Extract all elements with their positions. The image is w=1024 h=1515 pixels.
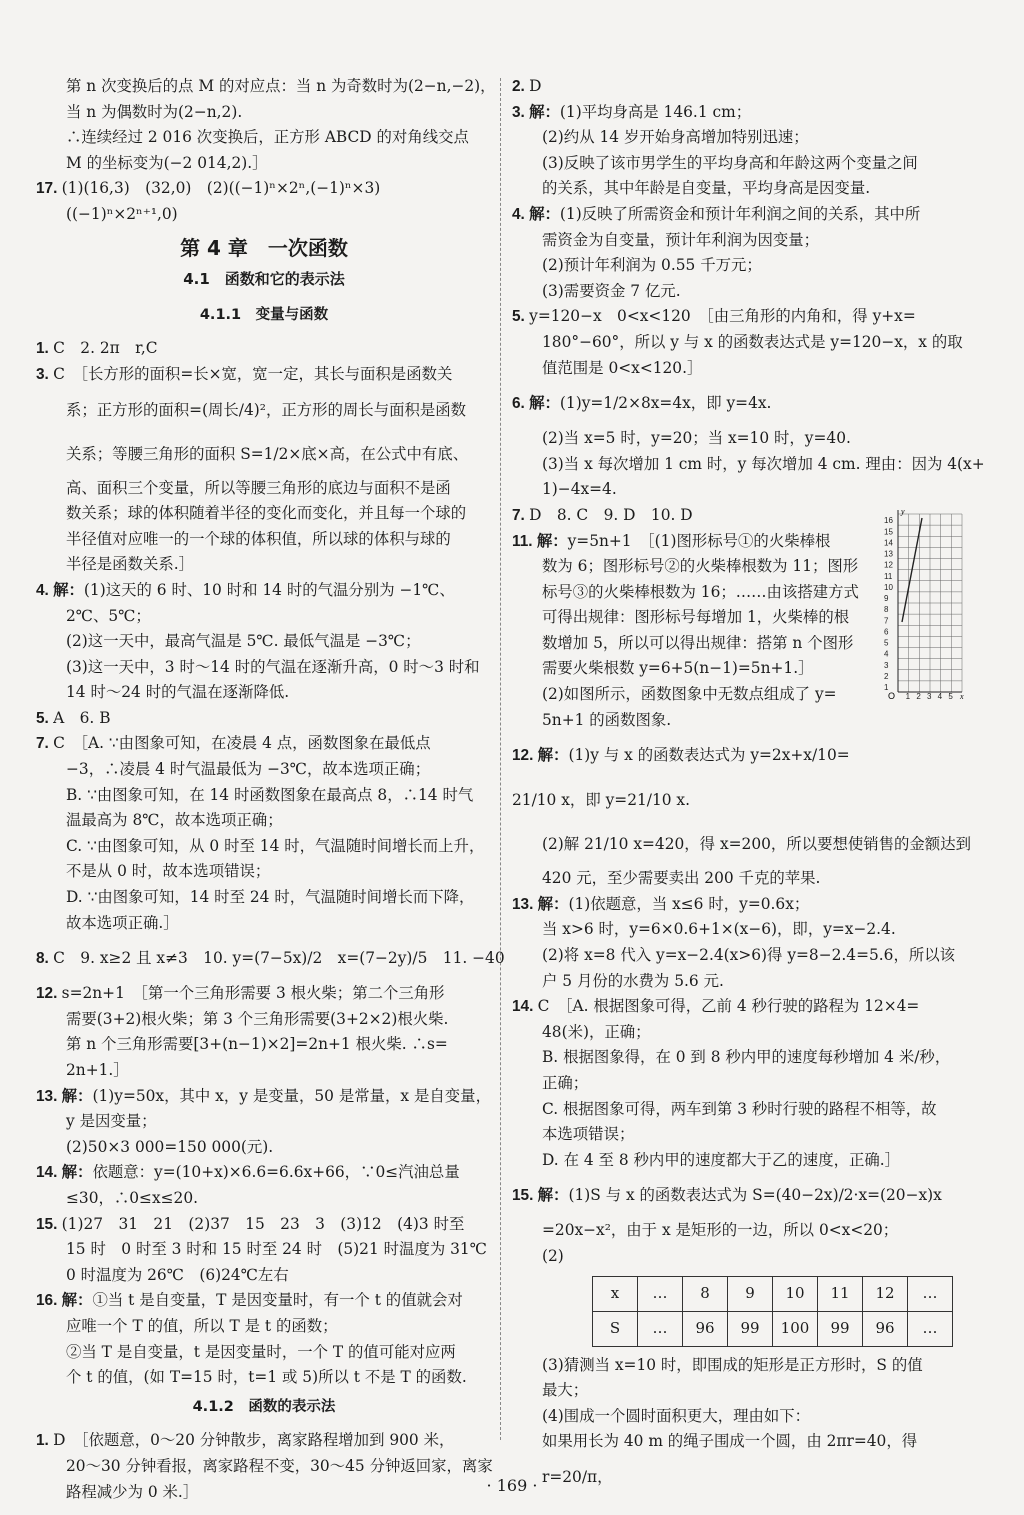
text-line: (2)预计年利润为 0.55 千万元； xyxy=(542,256,762,275)
left-column xyxy=(36,74,505,1505)
subsection-title: 4.1.2 函数的表示法 xyxy=(192,1398,336,1415)
y-tick-label: 11 xyxy=(884,571,893,581)
y-tick-label: 7 xyxy=(884,616,889,626)
table-cell: 8 xyxy=(683,1276,728,1311)
answer-1-2: 1. C 2. 2π r,C xyxy=(36,339,158,358)
text-line: (3)当 x 每次增加 1 cm 时，y 每次增加 4 cm. 理由：因为 4(x+ xyxy=(542,454,985,473)
table-cell: … xyxy=(908,1276,953,1311)
answer-13: 13. 解：(1)依题意，当 x≤6 时，y=0.6x； xyxy=(512,894,810,913)
text-line: B. ∵由图象可知，在 14 时函数图象在最高点 8，∴14 时气 xyxy=(66,785,474,804)
table-cell: 99 xyxy=(728,1311,773,1346)
answer-5: 5. y=120−x 0<x<120 ［由三角形的内角和，得 y+x= xyxy=(512,307,916,326)
y-tick-label: 1 xyxy=(884,683,889,692)
table-cell: 9 xyxy=(728,1276,773,1311)
y-axis-label: y xyxy=(901,507,905,516)
x-tick-label: 5 xyxy=(948,692,953,700)
y-tick-label: 9 xyxy=(884,594,889,603)
answer-15: 15. 解：(1)S 与 x 的函数表达式为 S=(40−2x)/2·x=(20−x)x xyxy=(512,1186,942,1205)
table-row xyxy=(593,1311,953,1346)
x-tick-label: 1 xyxy=(905,692,911,700)
y-tick-label: 4 xyxy=(884,649,889,659)
table-cell: 11 xyxy=(818,1276,863,1311)
text-line: 系；正方形的面积=(周长/4)²，正方形的周长与面积是函数 xyxy=(66,400,467,419)
text-line: 可得出规律：图形标号每增加 1，火柴棒的根 xyxy=(542,608,850,627)
answer-1: 1. D ［依题意，0～20 分钟散步，离家路程增加到 900 米， xyxy=(36,1431,455,1450)
y-tick-label: 15 xyxy=(884,527,893,537)
y-tick-label: 3 xyxy=(884,660,889,670)
text-line: 关系；等腰三角形的面积 S=1/2×底×高，在公式中有底、 xyxy=(66,444,469,463)
table-cell: … xyxy=(638,1276,683,1311)
y-tick-label: 12 xyxy=(884,560,893,570)
text-line: 数增加 5，所以可以得出规律：搭第 n 个图形 xyxy=(542,633,854,652)
y-tick-label: 14 xyxy=(884,538,893,548)
table-cell: … xyxy=(638,1311,683,1346)
x-tick-label: 4 xyxy=(937,692,943,700)
text-line: ∴连续经过 2 016 次变换后，正方形 ABCD 的对角线交点 xyxy=(66,128,469,147)
text-line: 标号③的火柴棒根数为 16；……由该搭建方式 xyxy=(542,582,859,601)
text-line: (3)这一天中，3 时～14 时的气温在逐渐升高，0 时～3 时和 xyxy=(66,657,480,676)
x-axis-label: x xyxy=(960,692,964,700)
text-line: 需要(3+2)根火柴；第 3 个三角形需要(3+2×2)根火柴. xyxy=(66,1009,449,1028)
answer-15: 15. (1)27 31 21 (2)37 15 23 3 (3)12 (4)3 时至 xyxy=(36,1214,465,1233)
text-line: r=20/π， xyxy=(542,1467,613,1486)
answer-3: 3. C ［长方形的面积=长×宽，宽一定，其长与面积是函数关 xyxy=(36,364,453,383)
text-line: ≤30，∴0≤x≤20. xyxy=(66,1188,199,1207)
text-line: (2)约从 14 岁开始身高增加特别迅速； xyxy=(542,128,809,147)
answer-12: 12. s=2n+1 ［第一个三角形需要 3 根火柴；第二个三角形 xyxy=(36,984,445,1003)
answer-12: 12. 解：(1)y 与 x 的函数表达式为 y=2x+x/10= xyxy=(512,746,850,765)
text-line: 数为 6；图形标号②的火柴棒根数为 11；图形 xyxy=(542,557,859,576)
subsection-title: 4.1.1 变量与函数 xyxy=(199,306,329,323)
answer-4: 4. 解：(1)反映了所需资金和预计年利润之间的关系，其中所 xyxy=(512,204,921,223)
text-line: ((−1)ⁿ×2ⁿ⁺¹,0) xyxy=(66,204,178,223)
text-line: −3，∴凌晨 4 时气温最低为 −3℃，故本选项正确； xyxy=(66,760,431,779)
y-tick-label: 13 xyxy=(884,549,893,559)
column-divider xyxy=(500,78,501,1440)
text-line: 应唯一个 T 的值，所以 T 是 t 的函数； xyxy=(66,1316,338,1335)
text-line: 温最高为 8℃，故本选项正确； xyxy=(66,811,283,830)
text-line: (3)猜测当 x=10 时，即围成的矩形是正方形时，S 的值 xyxy=(542,1355,923,1374)
text-line: 第 n 次变换后的点 M 的对应点：当 n 为奇数时为(2−n,−2)， xyxy=(66,77,496,95)
text-line: 需资金为自变量，预计年利润为因变量； xyxy=(542,230,820,249)
answer-3: 3. 解：(1)平均身高是 146.1 cm； xyxy=(512,102,752,121)
y-tick-label: 5 xyxy=(884,638,889,648)
text-line: 21/10 x，即 y=21/10 x. xyxy=(512,791,691,810)
origin-label: O xyxy=(888,691,896,700)
text-line: 1)−4x=4. xyxy=(542,480,617,499)
text-line: 个 t 的值，(如 T=15 时，t=1 或 5)所以 t 不是 T 的函数. xyxy=(66,1368,467,1387)
text-line: 当 n 为偶数时为(2−n,2). xyxy=(66,102,243,121)
graph-line xyxy=(902,518,922,622)
table-cell: 12 xyxy=(863,1276,908,1311)
text-line: 2℃、5℃； xyxy=(66,606,151,625)
text-line: 的关系，其中年龄是自变量，平均身高是因变量. xyxy=(542,179,871,198)
text-line: 高、面积三个变量，所以等腰三角形的底边与面积不是函 xyxy=(66,478,451,497)
page-number: · 169 · xyxy=(486,1476,538,1495)
y-tick-label: 6 xyxy=(884,627,889,637)
table-cell: … xyxy=(908,1311,953,1346)
answer-5-6: 5. A 6. B xyxy=(36,708,111,727)
text-line: 需要火柴根数 y=6+5(n−1)=5n+1.］ xyxy=(542,659,814,678)
answer-7: 7. C ［A. ∵由图象可知，在凌晨 4 点，函数图象在最低点 xyxy=(36,734,431,753)
text-line: 当 x>6 时，y=6×0.6+1×(x−6)，即，y=x−2.4. xyxy=(542,920,896,939)
x-tick-label: 2 xyxy=(916,692,921,700)
text-line: (3)需要资金 7 亿元. xyxy=(542,281,681,300)
table-cell: 96 xyxy=(683,1311,728,1346)
answer-14: 14. 解：依题意：y=(10+x)×6.6=6.6x+66，∵0≤汽油总量 xyxy=(36,1163,460,1182)
text-line: (3)反映了该市男学生的平均身高和年龄这两个变量之间 xyxy=(542,153,918,172)
table-cell: 10 xyxy=(773,1276,818,1311)
chapter-title: 第 4 章 一次函数 xyxy=(180,235,348,260)
right-column xyxy=(512,74,985,1499)
answer-11: 11. 解：y=5n+1 ［(1)图形标号①的火柴棒根 xyxy=(512,531,831,550)
text-line: 14 时～24 时的气温在逐渐降低. xyxy=(66,683,290,702)
answer-8-11: 8. C 9. x≥2 且 x≠3 10. y=(7−5x)/2 x=(7−2y)/5 11. −40 xyxy=(36,949,505,968)
text-line: 半径值对应唯一的一个球的体积值，所以球的体积与球的 xyxy=(66,529,451,548)
text-line: (2)如图所示，函数图象中无数点组成了 y= xyxy=(542,685,837,704)
text-line: M 的坐标变为(−2 014,2).］ xyxy=(66,153,268,172)
y-tick-label: 10 xyxy=(884,582,893,592)
text-line: 2n+1.］ xyxy=(66,1061,129,1079)
text-line: 420 元，至少需要卖出 200 千克的苹果. xyxy=(542,869,821,888)
text-line: 第 n 个三角形需要[3+(n−1)×2]=2n+1 根火柴. ∴s= xyxy=(66,1035,448,1054)
text-line: (2)50×3 000=150 000(元). xyxy=(66,1137,274,1156)
text-line: =20x−x²，由于 x 是矩形的一边，所以 0<x<20； xyxy=(542,1221,899,1240)
text-line: 正确； xyxy=(542,1074,589,1092)
text-line: 本选项错误； xyxy=(542,1125,635,1144)
text-line: 数关系；球的体积随着半径的变化而变化，并且每一个球的 xyxy=(66,504,467,523)
answer-14: 14. C ［A. 根据图象可得，乙前 4 秒行驶的路程为 12×4= xyxy=(512,997,920,1016)
text-line: (2) xyxy=(542,1246,564,1265)
text-line: 5n+1 的函数图象. xyxy=(542,710,672,729)
text-line: (4)围成一个圆时面积更大，理由如下： xyxy=(542,1406,811,1425)
table-row xyxy=(593,1276,953,1311)
text-line: 半径是函数关系.］ xyxy=(66,555,195,574)
function-graph xyxy=(884,506,966,700)
text-line: (2)解 21/10 x=420，得 x=200，所以要想使销售的金额达到 xyxy=(542,835,971,854)
text-line: 最大； xyxy=(542,1381,589,1400)
text-line: 故本选项正确.］ xyxy=(66,913,179,932)
text-line: 路程减少为 0 米.］ xyxy=(66,1482,199,1501)
text-line: y 是因变量； xyxy=(66,1112,157,1131)
text-line: D. ∵由图象可知，14 时至 24 时，气温随时间增长而下降， xyxy=(66,888,475,907)
answer-2: 2. D xyxy=(512,77,542,95)
table-cell: 99 xyxy=(818,1311,863,1346)
text-line: 15 时 0 时至 3 时和 15 时至 24 时 (5)21 时温度为 31℃ xyxy=(66,1240,487,1259)
text-line: 20～30 分钟看报，离家路程不变，30～45 分钟返回家，离家 xyxy=(66,1456,493,1475)
text-line: 如果用长为 40 m 的绳子围成一个圆，由 2πr=40，得 xyxy=(542,1432,918,1451)
section-title: 4.1 函数和它的表示法 xyxy=(183,270,345,289)
y-tick-label: 2 xyxy=(884,671,889,681)
text-line: 户 5 月份的水费为 5.6 元. xyxy=(542,971,724,990)
answer-13: 13. 解：(1)y=50x，其中 x，y 是变量，50 是常量，x 是自变量， xyxy=(36,1086,491,1105)
table-cell: 100 xyxy=(773,1311,818,1346)
text-line: 0 时温度为 26℃ (6)24℃左右 xyxy=(66,1265,289,1284)
answer-17: 17. (1)(16,3) (32,0) (2)((−1)ⁿ×2ⁿ,(−1)ⁿ×3) xyxy=(36,179,381,198)
x-tick-label: 3 xyxy=(927,692,932,700)
text-line: 48(米)，正确； xyxy=(542,1022,651,1041)
answer-7-10: 7. D 8. C 9. D 10. D xyxy=(512,505,693,524)
text-line: (2)当 x=5 时，y=20；当 x=10 时，y=40. xyxy=(542,429,851,448)
text-line: 值范围是 0<x<120.］ xyxy=(542,358,703,377)
text-line: 不是从 0 时，故本选项错误； xyxy=(66,862,271,881)
table-cell: S xyxy=(593,1311,638,1346)
text-line: ②当 T 是自变量，t 是因变量时，一个 T 的值可能对应两 xyxy=(66,1342,456,1361)
answer-6: 6. 解：(1)y=1/2×8x=4x，即 y=4x. xyxy=(512,394,772,413)
text-line: C. 根据图象可得，两车到第 3 秒时行驶的路程不相等，故 xyxy=(542,1099,937,1118)
y-tick-label: 8 xyxy=(884,605,889,615)
text-line: 180°−60°，所以 y 与 x 的函数表达式是 y=120−x，x 的取 xyxy=(542,332,963,351)
text-line: (2)这一天中，最高气温是 5℃. 最低气温是 −3℃； xyxy=(66,632,421,651)
table-cell: x xyxy=(593,1276,638,1311)
text-line: B. 根据图象得，在 0 到 8 秒内甲的速度每秒增加 4 米/秒， xyxy=(542,1048,951,1067)
y-tick-label: 16 xyxy=(884,516,893,526)
text-line: D. 在 4 至 8 秒内甲的速度都大于乙的速度，正确.］ xyxy=(542,1150,901,1169)
value-table xyxy=(592,1276,953,1347)
answer-4: 4. 解：(1)这天的 6 时、10 时和 14 时的气温分别为 −1℃、 xyxy=(36,580,455,599)
answer-16: 16. 解：①当 t 是自变量，T 是因变量时，有一个 t 的值就会对 xyxy=(36,1291,463,1310)
text-line: C. ∵由图象可知，从 0 时至 14 时，气温随时间增长而上升， xyxy=(66,836,485,855)
table-cell: 96 xyxy=(863,1311,908,1346)
text-line: (2)将 x=8 代入 y=x−2.4(x>6)得 y=8−2.4=5.6，所以该 xyxy=(542,946,956,965)
